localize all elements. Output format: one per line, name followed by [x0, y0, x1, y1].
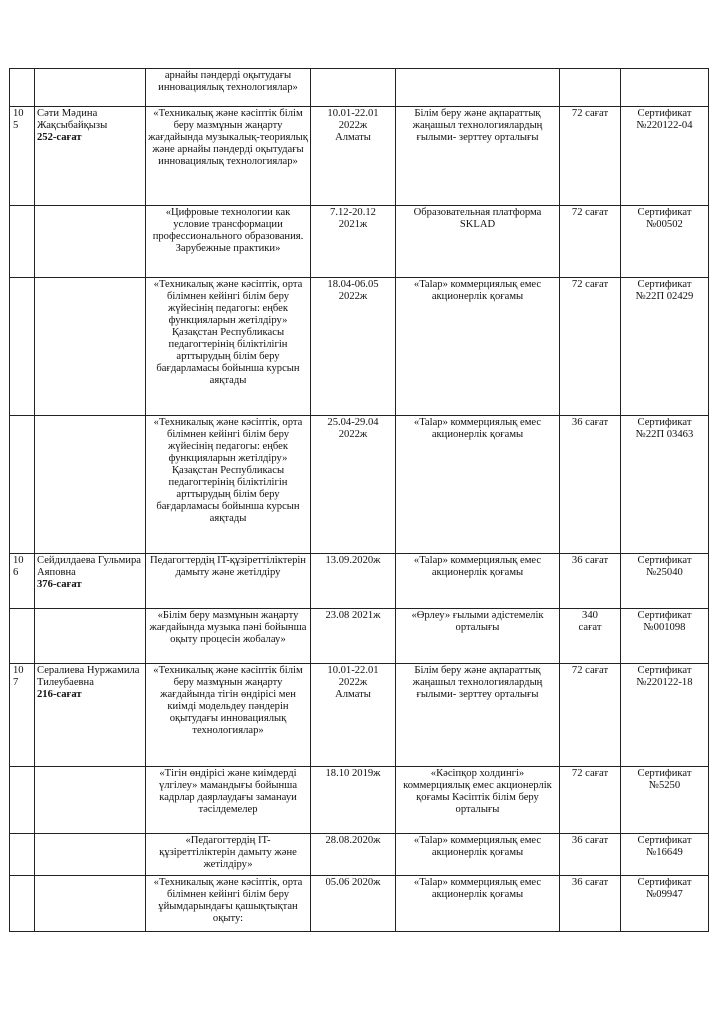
teacher-cell: [35, 609, 146, 664]
total-hours: 216-сағат: [37, 689, 82, 700]
duration-cell: 36 сағат: [560, 416, 621, 554]
duration-cell: 72 сағат: [560, 278, 621, 416]
total-hours: 252-сағат: [37, 132, 82, 143]
certificate-cell: Сертификат №5250: [621, 767, 709, 834]
course-title-cell: «Техникалық және кәсіптік білім беру мазмұнын жаңарту жағдайында музыкалық-теориялық және арнайы пәндерді оқытудағы инновациялық технологиялар»: [146, 107, 311, 206]
row-number-cell: 10 7: [10, 664, 35, 767]
certificate-cell: Сертификат №25040: [621, 554, 709, 609]
certificate-cell: Сертификат №220122-04: [621, 107, 709, 206]
course-dates-cell: 23.08 2021ж: [311, 609, 396, 664]
certificate-cell: Сертификат №220122-18: [621, 664, 709, 767]
table-row: [10, 107, 709, 206]
course-dates-cell: 10.01-22.01 2022ж Алматы: [311, 107, 396, 206]
certificate-cell: Сертификат №22П 02429: [621, 278, 709, 416]
organization-cell: Білім беру және ақпараттық жаңашыл технологиялардың ғылыми- зерттеу орталығы: [396, 664, 560, 767]
course-dates-cell: [311, 69, 396, 107]
course-dates-cell: 13.09.2020ж: [311, 554, 396, 609]
duration-cell: 72 сағат: [560, 767, 621, 834]
duration-cell: 72 сағат: [560, 664, 621, 767]
organization-cell: Образовательная платформа SKLAD: [396, 206, 560, 278]
organization-cell: «Кәсіпқор холдингі» коммерциялық емес акционерлік қоғамы Кәсіптік білім беру орталығы: [396, 767, 560, 834]
certificate-cell: Сертификат №00502: [621, 206, 709, 278]
teacher-name: Сейдилдаева Гульмира Аяповна: [37, 555, 141, 578]
organization-cell: «Talap» коммерциялық емес акционерлік қоғамы: [396, 834, 560, 876]
certificate-cell: Сертификат №001098: [621, 609, 709, 664]
course-dates-cell: 18.10 2019ж: [311, 767, 396, 834]
duration-cell: [560, 69, 621, 107]
teacher-cell: [35, 206, 146, 278]
teacher-cell: [35, 664, 146, 767]
teacher-cell: [35, 834, 146, 876]
table-row: [10, 664, 709, 767]
row-number-cell: [10, 206, 35, 278]
course-dates-cell: 28.08.2020ж: [311, 834, 396, 876]
table-row: [10, 554, 709, 609]
course-dates-cell: 7.12-20.12 2021ж: [311, 206, 396, 278]
training-table-body: [10, 69, 709, 932]
teacher-name: Сералиева Нуржамила Тилеубаевна: [37, 665, 140, 688]
organization-cell: «Talap» коммерциялық емес акционерлік қоғамы: [396, 876, 560, 932]
organization-cell: «Talap» коммерциялық емес акционерлік қоғамы: [396, 416, 560, 554]
organization-cell: «Өрлеу» ғылыми әдістемелік орталығы: [396, 609, 560, 664]
table-row: [10, 834, 709, 876]
table-row: [10, 876, 709, 932]
course-title-cell: «Білім беру мазмұнын жаңарту жағдайында музыка пәні бойынша оқыту процесін жобалау»: [146, 609, 311, 664]
table-row: [10, 206, 709, 278]
teacher-cell: [35, 416, 146, 554]
course-title-cell: «Педагогтердің IT-құзіреттіліктерін дамыту және жетілдіру»: [146, 834, 311, 876]
table-row: [10, 767, 709, 834]
teacher-cell: [35, 107, 146, 206]
table-row: [10, 69, 709, 107]
table-row: [10, 609, 709, 664]
duration-cell: 72 сағат: [560, 206, 621, 278]
course-title-cell: «Цифровые технологии как условие трансформации профессионального образования. Зарубежные практики»: [146, 206, 311, 278]
certificate-cell: [621, 69, 709, 107]
row-number-cell: [10, 609, 35, 664]
row-number-cell: [10, 278, 35, 416]
row-number-cell: [10, 416, 35, 554]
certificate-cell: Сертификат №16649: [621, 834, 709, 876]
certificate-cell: Сертификат №09947: [621, 876, 709, 932]
course-title-cell: «Техникалық және кәсіптік білім беру мазмұнын жаңарту жағдайында тігін өндірісі мен киімді модельдеу пәндерін оқытудағы инновациялық технологиялар»: [146, 664, 311, 767]
table-row: [10, 416, 709, 554]
course-title-cell: Педагогтердің IT-құзіреттіліктерін дамыту және жетілдіру: [146, 554, 311, 609]
course-title-cell: арнайы пәндерді оқытудағы инновациялық технологиялар»: [146, 69, 311, 107]
duration-cell: 36 сағат: [560, 834, 621, 876]
teacher-cell: [35, 876, 146, 932]
row-number-cell: 10 6: [10, 554, 35, 609]
certificate-cell: Сертификат №22П 03463: [621, 416, 709, 554]
row-number-cell: [10, 876, 35, 932]
teacher-name: Сәти Мәдина Жақсыбайқызы: [37, 108, 108, 131]
organization-cell: «Talap» коммерциялық емес акционерлік қоғамы: [396, 278, 560, 416]
row-number-cell: [10, 767, 35, 834]
course-title-cell: «Тігін өндірісі және киімдерді үлгілеу» мамандығы бойынша кадрлар даярлаудағы заманауи тәсілдемелер: [146, 767, 311, 834]
course-dates-cell: 10.01-22.01 2022ж Алматы: [311, 664, 396, 767]
course-dates-cell: 05.06 2020ж: [311, 876, 396, 932]
table-row: [10, 278, 709, 416]
organization-cell: «Talap» коммерциялық емес акционерлік қоғамы: [396, 554, 560, 609]
teacher-cell: [35, 278, 146, 416]
course-title-cell: «Техникалық және кәсіптік, орта білімнен кейінгі білім беру жүйесінің педагогы: еңбек функцияларын жетілдіру» Қазақстан Республикасы педагогтерінің біліктілігін арттырудың білім беру бағдарламасы бойынша курсын аяқтады: [146, 278, 311, 416]
course-title-cell: «Техникалық және кәсіптік, орта білімнен кейінгі білім беру ұйымдарындағы қашықтықтан оқыту:: [146, 876, 311, 932]
teacher-cell: [35, 767, 146, 834]
duration-cell: 36 сағат: [560, 876, 621, 932]
organization-cell: [396, 69, 560, 107]
duration-cell: 36 сағат: [560, 554, 621, 609]
teacher-cell: [35, 69, 146, 107]
training-table: [9, 68, 709, 932]
row-number-cell: 10 5: [10, 107, 35, 206]
total-hours: 376-сағат: [37, 579, 82, 590]
duration-cell: 340 сағат: [560, 609, 621, 664]
course-dates-cell: 25.04-29.04 2022ж: [311, 416, 396, 554]
course-dates-cell: 18.04-06.05 2022ж: [311, 278, 396, 416]
organization-cell: Білім беру және ақпараттық жаңашыл технологиялардың ғылыми- зерттеу орталығы: [396, 107, 560, 206]
duration-cell: 72 сағат: [560, 107, 621, 206]
teacher-cell: [35, 554, 146, 609]
row-number-cell: [10, 834, 35, 876]
row-number-cell: [10, 69, 35, 107]
course-title-cell: «Техникалық және кәсіптік, орта білімнен кейінгі білім беру жүйесінің педагогы: еңбек функцияларын жетілдіру» Қазақстан Республикасы педагогтерінің біліктілігін арттырудың білім беру бағдарламасы бойынша курсын аяқтады: [146, 416, 311, 554]
